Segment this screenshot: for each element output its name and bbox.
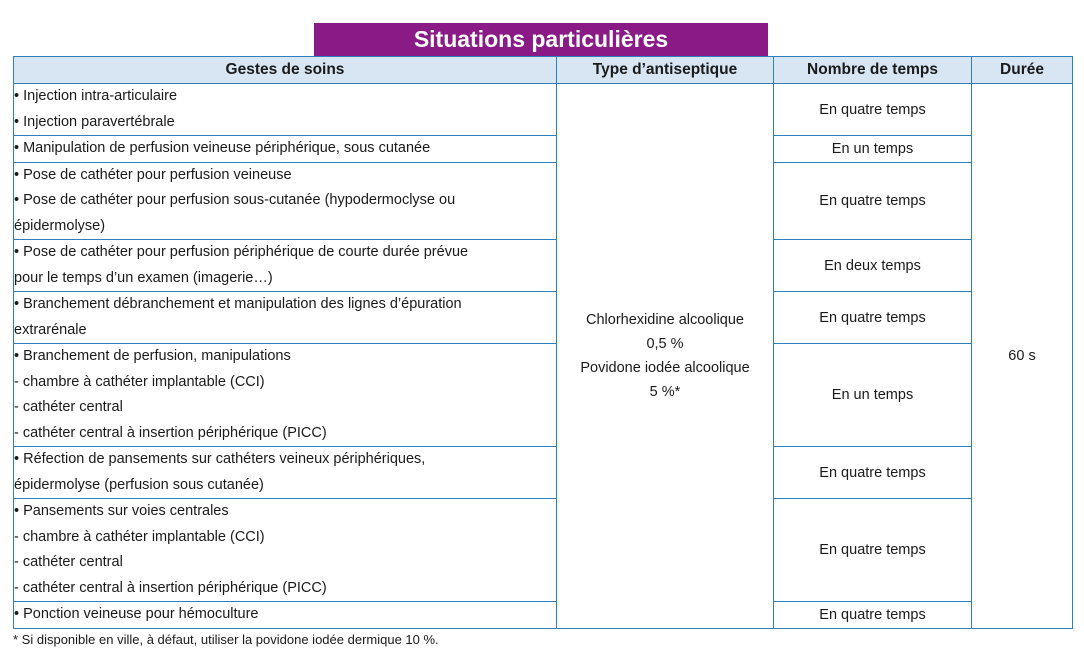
table-row — [14, 602, 1073, 629]
geste-line: • Injection intra-articulaire — [14, 88, 178, 104]
geste-line: pour le temps d’un examen (imagerie…) — [14, 269, 273, 286]
table-row — [14, 447, 1073, 499]
duree-cell: 60 s — [972, 84, 1073, 629]
table-row — [14, 136, 1073, 163]
header-type-antiseptique: Type d’antiseptique — [557, 57, 774, 84]
header-nombre-temps: Nombre de temps — [774, 57, 972, 84]
section-title: Situations particulières — [314, 23, 768, 56]
geste-line: • Injection paravertébrale — [14, 113, 175, 130]
table-header-row — [14, 57, 1073, 84]
geste-line: extrarénale — [14, 321, 87, 338]
gestes-cell — [14, 344, 557, 447]
antiseptique-cell — [557, 84, 774, 629]
gestes-cell — [14, 499, 557, 602]
geste-line: • Branchement débranchement et manipulation des lignes d’épuration — [14, 296, 462, 312]
table-row — [14, 344, 1073, 447]
nombre-temps-cell: En un temps — [774, 344, 972, 447]
antiseptique-line: 5 %* — [649, 383, 681, 400]
footnote: * Si disponible en ville, à défaut, utiliser la povidone iodée dermique 10 %. — [13, 632, 439, 647]
antiseptique-line: Povidone iodée alcoolique — [580, 359, 750, 376]
table-row — [14, 240, 1073, 292]
geste-line: épidermolyse (perfusion sous cutanée) — [14, 476, 264, 493]
gestes-cell — [14, 292, 557, 344]
geste-line: - cathéter central à insertion périphérique (PICC) — [14, 424, 327, 441]
geste-line: épidermolyse) — [14, 217, 106, 234]
geste-line: • Manipulation de perfusion veineuse périphérique, sous cutanée — [14, 140, 431, 156]
nombre-temps-cell: En quatre temps — [774, 447, 972, 499]
gestes-cell — [14, 447, 557, 499]
geste-line: • Pose de cathéter pour perfusion périphérique de courte durée prévue — [14, 244, 469, 260]
table-row — [14, 499, 1073, 602]
nombre-temps-cell: En un temps — [774, 136, 972, 163]
geste-line: - cathéter central — [14, 554, 123, 570]
nombre-temps-cell: En quatre temps — [774, 292, 972, 344]
table-body — [14, 84, 1073, 629]
geste-line: - chambre à cathéter implantable (CCI) — [14, 528, 265, 545]
table-row — [14, 162, 1073, 240]
table-row — [14, 84, 1073, 136]
table-row — [14, 292, 1073, 344]
header-duree: Durée — [972, 57, 1073, 84]
gestes-cell — [14, 84, 557, 136]
nombre-temps-cell: En quatre temps — [774, 499, 972, 602]
antiseptique-line: Chlorhexidine alcoolique — [586, 311, 744, 328]
gestes-cell — [14, 136, 557, 163]
geste-line: • Branchement de perfusion, manipulations — [14, 348, 291, 364]
geste-line: • Réfection de pansements sur cathéters veineux périphériques, — [14, 451, 426, 467]
header-gestes: Gestes de soins — [14, 57, 557, 84]
nombre-temps-cell: En quatre temps — [774, 162, 972, 240]
care-procedures-table — [13, 56, 1073, 629]
nombre-temps-cell: En quatre temps — [774, 602, 972, 629]
geste-line: - cathéter central à insertion périphérique (PICC) — [14, 579, 327, 596]
geste-line: - chambre à cathéter implantable (CCI) — [14, 373, 265, 390]
gestes-cell — [14, 240, 557, 292]
geste-line: - cathéter central — [14, 399, 123, 415]
geste-line: • Pose de cathéter pour perfusion sous-cutanée (hypodermoclyse ou — [14, 192, 456, 208]
antiseptique-line: 0,5 % — [646, 335, 684, 352]
geste-line: • Pansements sur voies centrales — [14, 503, 229, 519]
geste-line: • Ponction veineuse pour hémoculture — [14, 606, 259, 622]
gestes-cell — [14, 602, 557, 629]
nombre-temps-cell: En quatre temps — [774, 84, 972, 136]
gestes-cell — [14, 162, 557, 240]
geste-line: • Pose de cathéter pour perfusion veineuse — [14, 166, 292, 183]
nombre-temps-cell: En deux temps — [774, 240, 972, 292]
